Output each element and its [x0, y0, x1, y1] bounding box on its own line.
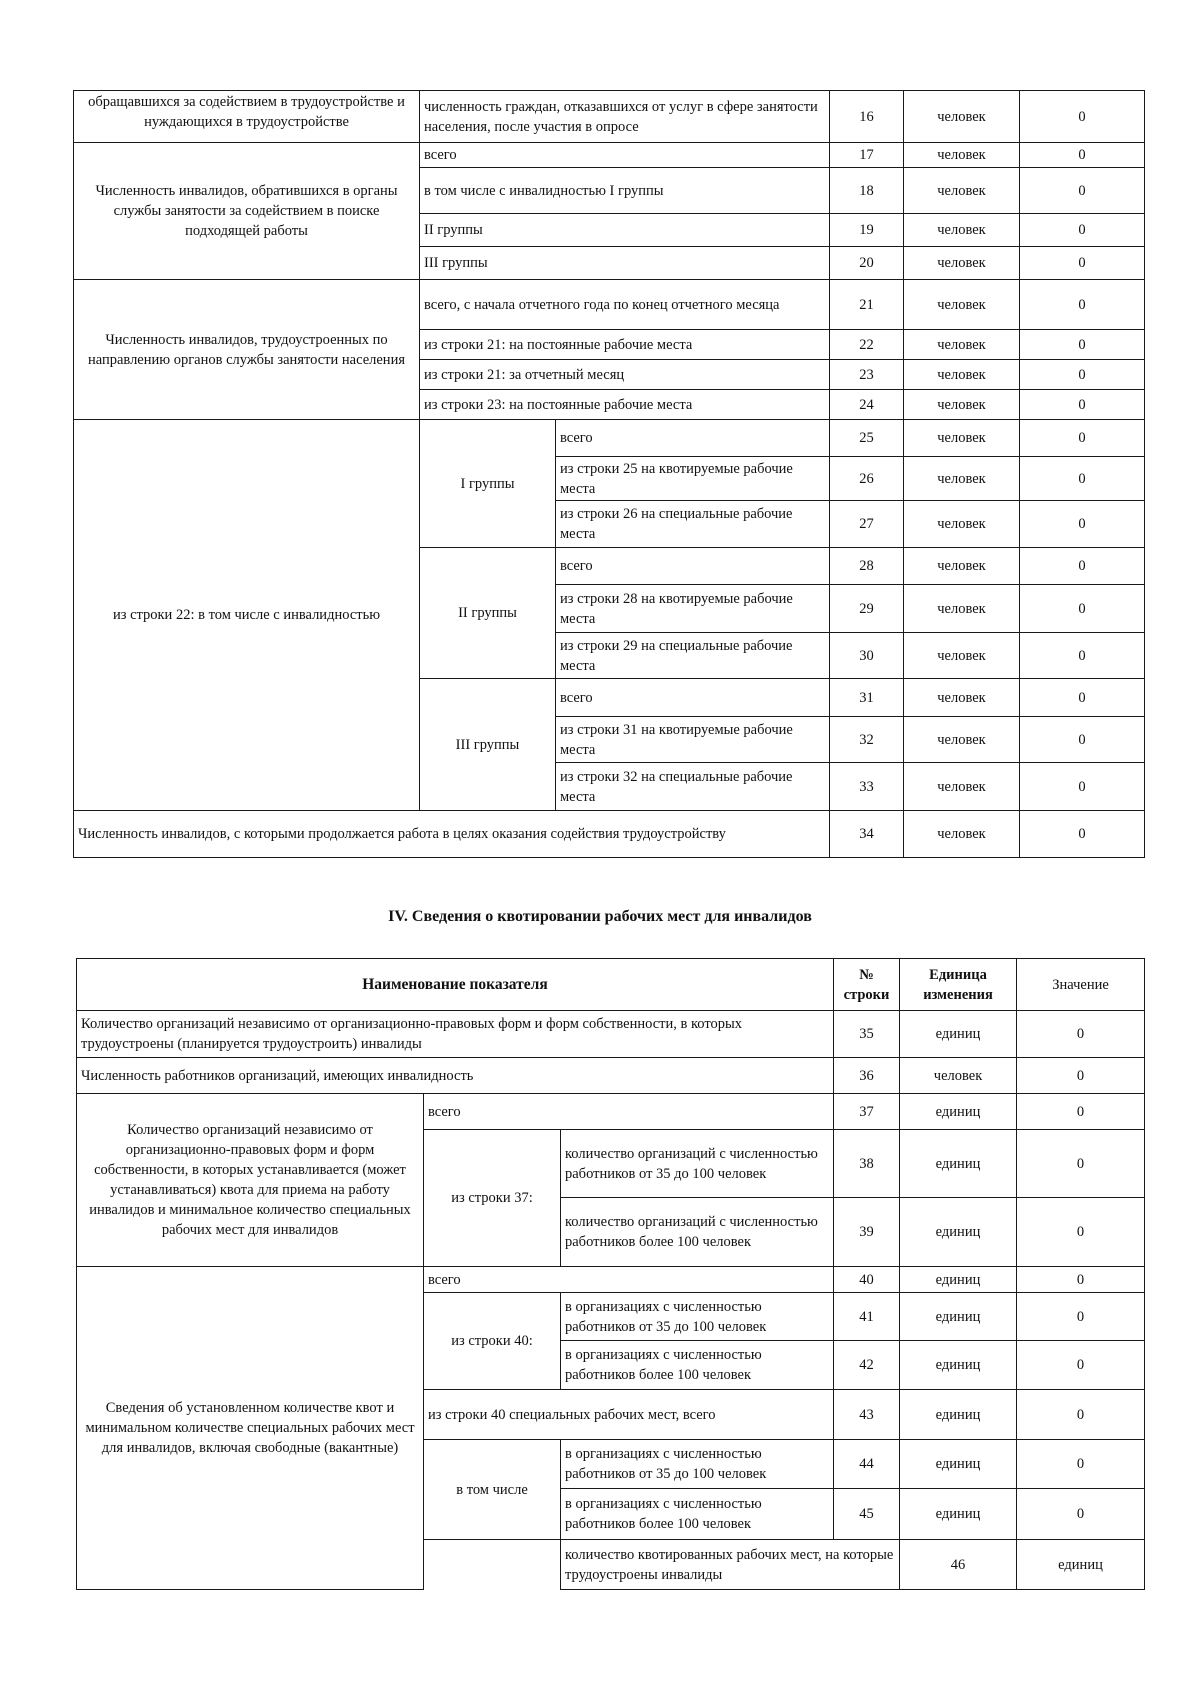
subgroup-cell: III группы — [420, 679, 556, 811]
row-number: 22 — [830, 330, 904, 360]
row-number: 16 — [830, 91, 904, 143]
value-cell: 0 — [1020, 763, 1145, 811]
subgroup-cell: II группы — [420, 548, 556, 679]
value-cell: 0 — [1017, 1390, 1145, 1440]
indicator-name: Количество организаций независимо от организационно-правовых форм и форм собственности, в которых трудоустроены (планируется трудоустроить) инвалиды — [77, 1011, 834, 1058]
unit-cell: единиц — [900, 1489, 1017, 1540]
group-cell: Количество организаций независимо от организационно-правовых форм и форм собственности, в которых устанавливается (может устанавливаться) квота для приема на работу инвалидов и минимальное количество специальных рабочих мест для инвалидов — [77, 1094, 424, 1267]
value-cell: 0 — [1020, 679, 1145, 717]
section-title: IV. Сведения о квотировании рабочих мест для инвалидов — [388, 908, 812, 925]
row-number: 29 — [830, 585, 904, 633]
unit-cell: человек — [904, 585, 1020, 633]
indicator-name: всего — [424, 1267, 834, 1293]
row-number: 26 — [830, 457, 904, 501]
row-number: 18 — [830, 168, 904, 214]
unit-cell: единиц — [900, 1094, 1017, 1130]
value-cell: 0 — [1017, 1489, 1145, 1540]
unit-cell: человек — [904, 501, 1020, 548]
unit-cell: единиц — [900, 1198, 1017, 1267]
subgroup-cell: из строки 40: — [424, 1293, 561, 1390]
row-number: 43 — [834, 1390, 900, 1440]
value-cell: 0 — [1017, 1058, 1145, 1094]
value-cell: 0 — [1020, 91, 1145, 143]
indicator-name: в организациях с численностью работников от 35 до 100 человек — [561, 1440, 834, 1489]
indicator-name: количество квотированных рабочих мест, на которые трудоустроены инвалиды — [561, 1540, 900, 1590]
value-cell: 0 — [1017, 1130, 1145, 1198]
table-header-row — [77, 959, 1145, 1011]
row-number: 36 — [834, 1058, 900, 1094]
unit-cell: человек — [904, 330, 1020, 360]
row-number: 28 — [830, 548, 904, 585]
indicator-name: III группы — [420, 247, 830, 280]
row-number: 40 — [834, 1267, 900, 1293]
value-cell: 0 — [1020, 811, 1145, 858]
unit-cell: человек — [904, 763, 1020, 811]
indicator-name: всего — [556, 679, 830, 717]
row-number: 23 — [830, 360, 904, 390]
row-number: 25 — [830, 420, 904, 457]
indicator-name: всего, с начала отчетного года по конец отчетного месяца — [420, 280, 830, 330]
row-number: 27 — [830, 501, 904, 548]
unit-cell: человек — [904, 679, 1020, 717]
indicator-name: Численность инвалидов, с которыми продолжается работа в целях оказания содействия трудоустройству — [74, 811, 830, 858]
row-number: 35 — [834, 1011, 900, 1058]
row-number: 34 — [830, 811, 904, 858]
unit-cell: человек — [904, 390, 1020, 420]
value-cell: 0 — [1020, 420, 1145, 457]
value-cell: 0 — [1017, 1267, 1145, 1293]
unit-cell: единиц — [900, 1011, 1017, 1058]
group-cell: Численность инвалидов, обратившихся в органы службы занятости за содействием в поиске подходящей работы — [74, 143, 420, 280]
unit-cell: человек — [900, 1058, 1017, 1094]
subgroup-cell: из строки 37: — [424, 1130, 561, 1267]
value-cell: 0 — [1017, 1341, 1145, 1390]
row-number: 24 — [830, 390, 904, 420]
value-cell: 0 — [1020, 717, 1145, 763]
unit-cell: человек — [904, 168, 1020, 214]
value-cell: 0 — [1017, 1094, 1145, 1130]
indicator-name: в организациях с численностью работников более 100 человек — [561, 1489, 834, 1540]
header-row-number: № строки — [834, 959, 900, 1011]
indicator-name: из строки 40 специальных рабочих мест, всего — [424, 1390, 834, 1440]
row-number: 46 — [900, 1540, 1017, 1590]
value-cell: 0 — [1020, 143, 1145, 168]
indicator-name: количество организаций с численностью работников от 35 до 100 человек — [561, 1130, 834, 1198]
group-cell: Численность инвалидов, трудоустроенных по направлению органов службы занятости населения — [74, 280, 420, 420]
indicator-name: из строки 26 на специальные рабочие места — [556, 501, 830, 548]
value-cell: 0 — [1020, 280, 1145, 330]
value-cell: 0 — [1020, 457, 1145, 501]
indicator-name: из строки 28 на квотируемые рабочие места — [556, 585, 830, 633]
table-row — [77, 1094, 1145, 1130]
unit-cell: единиц — [900, 1390, 1017, 1440]
row-number: 30 — [830, 633, 904, 679]
unit-cell: единиц — [900, 1267, 1017, 1293]
unit-cell: единиц — [1017, 1540, 1145, 1590]
value-cell: 0 — [1020, 548, 1145, 585]
unit-cell: человек — [904, 143, 1020, 168]
value-cell: 0 — [1017, 1198, 1145, 1267]
indicator-name: II группы — [420, 214, 830, 247]
unit-cell: человек — [904, 548, 1020, 585]
unit-cell: человек — [904, 717, 1020, 763]
table-row — [74, 280, 1145, 330]
row-number: 45 — [834, 1489, 900, 1540]
indicator-name: Численность работников организаций, имеющих инвалидность — [77, 1058, 834, 1094]
header-unit: Единица изменения — [900, 959, 1017, 1011]
row-number: 19 — [830, 214, 904, 247]
group-cell: из строки 22: в том числе с инвалидностью — [74, 420, 420, 811]
value-cell: 0 — [1020, 585, 1145, 633]
value-cell: 0 — [1020, 360, 1145, 390]
unit-cell: человек — [904, 247, 1020, 280]
value-cell: 0 — [1017, 1011, 1145, 1058]
value-cell: 0 — [1020, 168, 1145, 214]
value-cell: 0 — [1017, 1440, 1145, 1489]
indicator-name: в том числе с инвалидностью I группы — [420, 168, 830, 214]
row-number: 44 — [834, 1440, 900, 1489]
table-row — [74, 811, 1145, 858]
row-number: 38 — [834, 1130, 900, 1198]
unit-cell: человек — [904, 360, 1020, 390]
unit-cell: единиц — [900, 1130, 1017, 1198]
table-row — [74, 420, 1145, 457]
header-indicator-name: Наименование показателя — [77, 959, 834, 1011]
unit-cell: человек — [904, 91, 1020, 143]
row-number: 21 — [830, 280, 904, 330]
indicator-name: численность граждан, отказавшихся от услуг в сфере занятости населения, после участия в опросе — [420, 91, 830, 143]
row-number: 42 — [834, 1341, 900, 1390]
table-row — [77, 1011, 1145, 1058]
indicator-name: в организациях с численностью работников от 35 до 100 человек — [561, 1293, 834, 1341]
indicator-name: количество организаций с численностью работников более 100 человек — [561, 1198, 834, 1267]
indicator-name: из строки 21: за отчетный месяц — [420, 360, 830, 390]
unit-cell: человек — [904, 280, 1020, 330]
row-number: 32 — [830, 717, 904, 763]
indicator-name: из строки 29 на специальные рабочие места — [556, 633, 830, 679]
row-number: 37 — [834, 1094, 900, 1130]
unit-cell: человек — [904, 811, 1020, 858]
unit-cell: человек — [904, 420, 1020, 457]
group-cell-empty — [424, 1540, 561, 1590]
indicator-name: в организациях с численностью работников более 100 человек — [561, 1341, 834, 1390]
table-section-3 — [73, 90, 1145, 858]
group-cell: Сведения об установленном количестве квот и минимальном количестве специальных рабочих мест для инвалидов, включая свободные (вакантные) — [77, 1267, 424, 1590]
table-row — [74, 143, 1145, 168]
indicator-name: из строки 23: на постоянные рабочие места — [420, 390, 830, 420]
table-row — [77, 1267, 1145, 1293]
value-cell: 0 — [1020, 633, 1145, 679]
value-cell: 0 — [1020, 501, 1145, 548]
value-cell: 0 — [1020, 247, 1145, 280]
row-number: 33 — [830, 763, 904, 811]
row-number: 31 — [830, 679, 904, 717]
unit-cell: единиц — [900, 1293, 1017, 1341]
unit-cell: единиц — [900, 1341, 1017, 1390]
unit-cell: единиц — [900, 1440, 1017, 1489]
table-row — [74, 91, 1145, 143]
value-cell: 0 — [1020, 390, 1145, 420]
indicator-name: всего — [420, 143, 830, 168]
group-cell: обращавшихся за содействием в трудоустройстве и нуждающихся в трудоустройстве — [74, 91, 420, 143]
indicator-name: из строки 31 на квотируемые рабочие места — [556, 717, 830, 763]
indicator-name: всего — [556, 548, 830, 585]
table-section-4 — [76, 958, 1145, 1590]
indicator-name: всего — [424, 1094, 834, 1130]
row-number: 20 — [830, 247, 904, 280]
unit-cell: человек — [904, 457, 1020, 501]
header-value: Значение — [1017, 959, 1145, 1011]
row-number: 41 — [834, 1293, 900, 1341]
indicator-name: из строки 32 на специальные рабочие места — [556, 763, 830, 811]
indicator-name: всего — [556, 420, 830, 457]
row-number: 17 — [830, 143, 904, 168]
value-cell: 0 — [1020, 330, 1145, 360]
value-cell: 0 — [1017, 1293, 1145, 1341]
subgroup-cell: в том числе — [424, 1440, 561, 1540]
indicator-name: из строки 21: на постоянные рабочие места — [420, 330, 830, 360]
unit-cell: человек — [904, 214, 1020, 247]
table-row — [77, 1058, 1145, 1094]
value-cell: 0 — [1020, 214, 1145, 247]
indicator-name: из строки 25 на квотируемые рабочие места — [556, 457, 830, 501]
subgroup-cell: I группы — [420, 420, 556, 548]
row-number: 39 — [834, 1198, 900, 1267]
unit-cell: человек — [904, 633, 1020, 679]
